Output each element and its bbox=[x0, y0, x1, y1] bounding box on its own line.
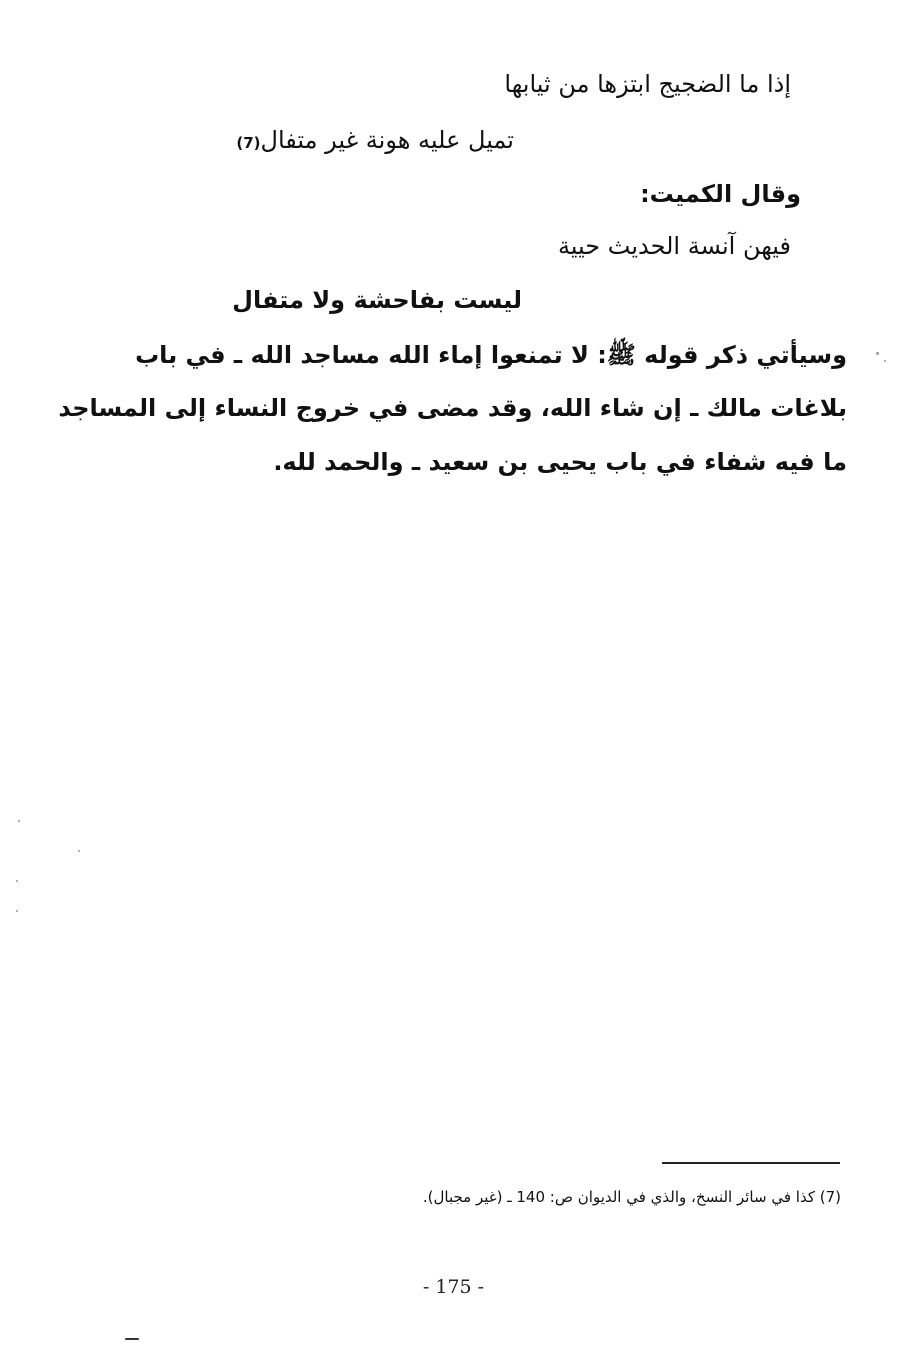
footnote-7: (7) كذا في سائر النسخ، والذي في الديوان ص: 140 ـ (غير مجبال). bbox=[422, 1188, 841, 1206]
verse-1-line-2-text: تميل عليه هونة غير متفال bbox=[260, 126, 514, 154]
paragraph-line-1: وسيأتي ذكر قوله ﷺ: لا تمنعوا إماء الله مساجد الله ـ في باب bbox=[135, 341, 847, 369]
verse-2-line-2: ليست بفاحشة ولا متفال bbox=[232, 286, 522, 314]
scan-speck bbox=[876, 352, 879, 355]
scan-speck bbox=[78, 850, 80, 852]
verse-1-line-2 bbox=[236, 126, 514, 154]
page-number: - 175 - bbox=[422, 1276, 485, 1298]
footnote-separator bbox=[662, 1162, 840, 1164]
verse-1-line-1: إذا ما الضجيج ابتزها من ثيابها bbox=[504, 70, 791, 98]
paragraph-line-3: ما فيه شفاء في باب يحيى بن سعيد ـ والحمد لله. bbox=[273, 448, 847, 476]
scan-speck bbox=[125, 1338, 139, 1340]
scan-speck bbox=[16, 910, 18, 912]
paragraph-line-2: بلاغات مالك ـ إن شاء الله، وقد مضى في خروج النساء إلى المساجد bbox=[58, 394, 847, 422]
intro-kumayt: وقال الكميت: bbox=[640, 180, 801, 208]
scan-speck bbox=[16, 880, 18, 882]
footnote-marker: (7) bbox=[236, 134, 261, 152]
verse-2-line-1: فيهن آنسة الحديث حيية bbox=[557, 232, 791, 260]
scan-speck bbox=[18, 820, 20, 822]
scan-speck bbox=[884, 360, 886, 362]
